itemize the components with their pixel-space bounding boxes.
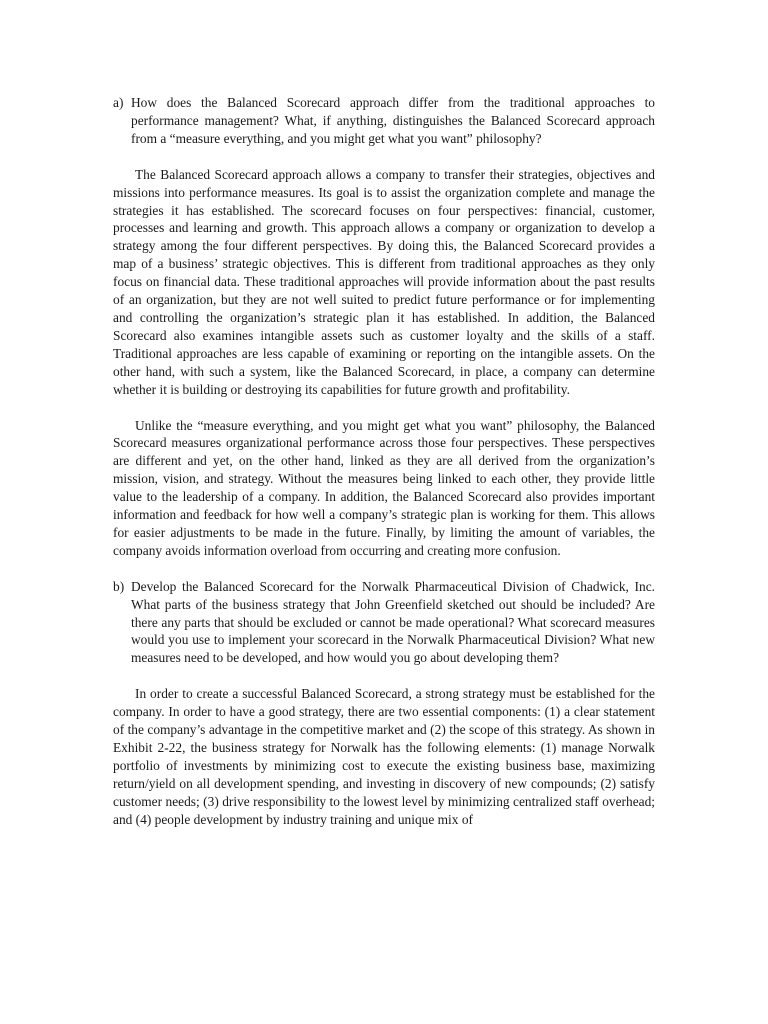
question-a-text: How does the Balanced Scorecard approach differ from the traditional approaches to performance management? What, if anything, distinguishes the Balanced Scorecard approach from a “measure everything, and you might get what you want” philosophy?: [131, 95, 655, 146]
question-a-label: a): [113, 95, 124, 110]
document-page: [113, 94, 655, 829]
question-b: [113, 578, 655, 668]
question-a: [113, 94, 655, 148]
question-b-text: Develop the Balanced Scorecard for the Norwalk Pharmaceutical Division of Chadwick, Inc. What parts of the business strategy that John Greenfield sketched out should be included? Are there any parts that should be excluded or cannot be made operational? What scorecard measures would you use to implement your scorecard in the Norwalk Pharmaceutical Division? What new measures need to be developed, and how would you go about developing them?: [131, 578, 655, 666]
question-b-label: b): [113, 578, 125, 594]
answer-a-paragraph-2: Unlike the “measure everything, and you might get what you want” philosophy, the Balanced Scorecard measures organizational performance across those four perspectives. These perspectives are different and yet, on the other hand, linked as they are all derived from the organization’s mission, vision, and strategy. Without the measures being linked to each other, they provide little value to the leadership of a company. In addition, the Balanced Scorecard also provides important information and feedback for how well a company’s strategic plan is working for them. This allows for easier adjustments to be made in the future. Finally, by limiting the amount of variables, the company avoids information overload from occurring and creating more confusion.: [113, 417, 655, 558]
answer-b-paragraph-1: In order to create a successful Balanced Scorecard, a strong strategy must be established for the company. In order to have a good strategy, there are two essential components: (1) a clear statement of the company’s advantage in the competitive market and (2) the scope of this strategy. As shown in Exhibit 2-22, the business strategy for Norwalk has the following elements: (1) manage Norwalk portfolio of investments by minimizing cost to execute the existing business base, maximizing return/yield on all development spending, and investing in discovery of new compounds; (2) satisfy customer needs; (3) drive responsibility to the lowest level by minimizing centralized staff overhead; and (4) people development by industry training and unique mix of: [113, 686, 655, 827]
answer-a-paragraph-1: The Balanced Scorecard approach allows a company to transfer their strategies, objectives and missions into performance measures. Its goal is to assist the organization complete and manage the strategies it has established. The scorecard focuses on four perspectives: financial, customer, processes and learning and growth. This approach allows a company or organization to develop a strategy among the four different perspectives. By doing this, the Balanced Scorecard provides a map of a business’ strategic objectives. This is different from traditional approaches as they only focus on financial data. These traditional approaches will provide information about the past results of an organization, but they are not well suited to predict future performance or for implementing and controlling the organization’s strategic plan it has established. In addition, the Balanced Scorecard also examines intangible assets such as customer loyalty and the skills of a staff. Traditional approaches are less capable of examining or reporting on the intangible assets. On the other hand, with such a system, like the Balanced Scorecard, in place, a company can determine whether it is building or destroying its capabilities for future growth and profitability.: [113, 166, 655, 397]
